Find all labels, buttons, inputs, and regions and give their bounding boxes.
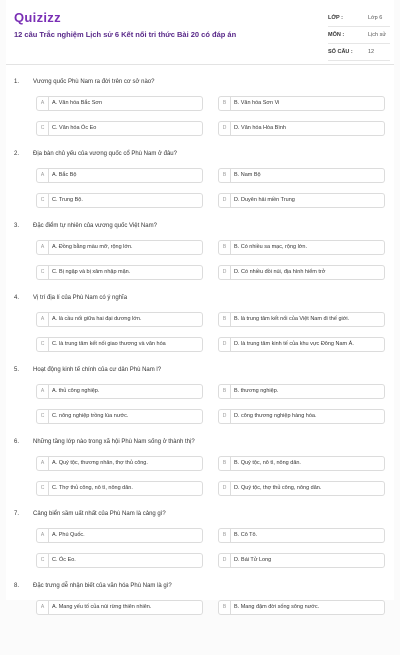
answer-option[interactable]: [36, 168, 203, 183]
question-item: [6, 583, 394, 655]
option-text: A. Văn hóa Bắc Sơn: [52, 100, 103, 106]
option-text: C. nông nghiệp trồng lúa nước.: [52, 413, 129, 419]
option-text: C. Văn hóa Óc Eo: [52, 125, 97, 131]
option-text: B. thương nghiệp.: [234, 388, 279, 394]
question-item: [6, 439, 394, 511]
option-letter: C: [37, 410, 49, 423]
option-text: A. Phú Quốc.: [52, 532, 85, 538]
option-letter: D: [219, 482, 231, 495]
option-letter: D: [219, 122, 231, 135]
option-text: A. thủ công nghiệp.: [52, 388, 100, 394]
answer-option[interactable]: [36, 409, 203, 424]
option-text: B. Có nhiều sa mạc, rộng lớn.: [234, 244, 308, 250]
question-number: 5.: [14, 367, 20, 373]
option-text: A. Quý tộc, thương nhân, thợ thủ công.: [52, 460, 148, 466]
option-letter: D: [219, 338, 231, 351]
answer-option[interactable]: [218, 337, 385, 352]
option-text: A. Đồng bằng màu mỡ, rộng lớn.: [52, 244, 133, 250]
question-item: [6, 223, 394, 295]
option-text: B. là trung tâm kết nối của Việt Nam đi thế giới.: [234, 316, 350, 322]
answer-option[interactable]: [218, 96, 385, 111]
option-letter: A: [37, 241, 49, 254]
question-number: 6.: [14, 439, 20, 445]
meta-label: SỐ CÂU :: [328, 49, 353, 55]
answer-option[interactable]: [218, 312, 385, 327]
meta-value: 12: [368, 49, 375, 55]
meta-label: LỚP :: [328, 15, 343, 21]
question-text: Vương quốc Phù Nam ra đời trên cơ sở nào?: [33, 79, 155, 85]
option-letter: B: [219, 457, 231, 470]
option-letter: A: [37, 457, 49, 470]
option-letter: D: [219, 194, 231, 207]
option-text: D. Duyên hải miền Trung: [234, 197, 295, 203]
meta-row-subject: [328, 28, 390, 45]
option-letter: C: [37, 266, 49, 279]
question-text: Những tầng lớp nào trong xã hội Phù Nam sống ở thành thị?: [33, 439, 195, 445]
question-number: 7.: [14, 511, 20, 517]
answer-option[interactable]: [218, 409, 385, 424]
meta-row-count: [328, 45, 390, 62]
option-letter: B: [219, 241, 231, 254]
meta-underline: [328, 60, 390, 61]
question-item: [6, 367, 394, 439]
option-letter: B: [219, 169, 231, 182]
answer-option[interactable]: [36, 265, 203, 280]
worksheet-title: 12 câu Trắc nghiệm Lịch sử 6 Kết nối tri thức Bài 20 có đáp án: [14, 30, 237, 39]
option-letter: A: [37, 169, 49, 182]
question-text: Đặc điểm tự nhiên của vương quốc Việt Nam?: [33, 223, 157, 229]
meta-value: Lớp 6: [368, 15, 383, 21]
answer-option[interactable]: [218, 240, 385, 255]
answer-option[interactable]: [218, 456, 385, 471]
worksheet-meta: [328, 11, 390, 62]
answer-option[interactable]: [36, 337, 203, 352]
option-text: D. Quý tộc, thợ thủ công, nông dân.: [234, 485, 322, 491]
option-text: D. Có nhiều đồi núi, địa hình hiểm trở: [234, 269, 326, 275]
option-letter: A: [37, 529, 49, 542]
option-text: D. là trung tâm kinh tế của khu vực Đông Nam Á.: [234, 341, 354, 347]
option-letter: C: [37, 338, 49, 351]
answer-option[interactable]: [36, 240, 203, 255]
worksheet-page: [6, 0, 394, 610]
answer-option[interactable]: [36, 312, 203, 327]
answer-option[interactable]: [218, 384, 385, 399]
meta-underline: [328, 43, 390, 44]
answer-option[interactable]: [218, 553, 385, 568]
answer-option[interactable]: [36, 121, 203, 136]
question-text: Đặc trưng dễ nhận biết của văn hóa Phù Nam là gì?: [33, 583, 172, 589]
option-letter: C: [37, 194, 49, 207]
meta-label: MÔN :: [328, 32, 345, 38]
option-letter: B: [219, 529, 231, 542]
option-text: A. Mang yếu tố của núi rừng thiên nhiên.: [52, 604, 152, 610]
option-letter: A: [37, 313, 49, 326]
option-text: D. Bái Tử Long: [234, 557, 272, 563]
quizizz-logo: Quizizz: [14, 10, 61, 25]
option-letter: C: [37, 122, 49, 135]
question-item: [6, 511, 394, 583]
option-letter: D: [219, 410, 231, 423]
option-text: B. Nam Bộ: [234, 172, 261, 178]
answer-option[interactable]: [218, 481, 385, 496]
answer-option[interactable]: [36, 481, 203, 496]
option-letter: B: [219, 601, 231, 614]
question-text: Vị trí địa lí của Phù Nam có ý nghĩa: [33, 295, 128, 301]
option-text: B. Quý tộc, nô tì, nông dân.: [234, 460, 301, 466]
question-text: Địa bàn chủ yếu của vương quốc cổ Phù Nam ở đâu?: [33, 151, 177, 157]
question-item: [6, 295, 394, 367]
answer-option[interactable]: [218, 528, 385, 543]
answer-option[interactable]: [218, 600, 385, 615]
question-list: [6, 79, 394, 655]
option-letter: B: [219, 385, 231, 398]
answer-option[interactable]: [218, 265, 385, 280]
option-letter: A: [37, 385, 49, 398]
meta-underline: [328, 26, 390, 27]
option-text: C. là trung tâm kết nối giao thương và văn hóa: [52, 341, 166, 347]
option-letter: B: [219, 97, 231, 110]
option-letter: C: [37, 554, 49, 567]
question-item: [6, 151, 394, 223]
answer-option[interactable]: [36, 384, 203, 399]
option-text: B. Văn hóa Sơn Vi: [234, 100, 280, 106]
worksheet-header: [6, 0, 394, 65]
option-letter: B: [219, 313, 231, 326]
option-letter: D: [219, 266, 231, 279]
answer-option[interactable]: [36, 456, 203, 471]
option-letter: D: [219, 554, 231, 567]
answer-option[interactable]: [218, 121, 385, 136]
answer-option[interactable]: [218, 168, 385, 183]
meta-row-grade: [328, 11, 390, 28]
question-number: 3.: [14, 223, 20, 229]
answer-option[interactable]: [36, 96, 203, 111]
answer-option[interactable]: [36, 193, 203, 208]
question-number: 4.: [14, 295, 20, 301]
question-number: 2.: [14, 151, 20, 157]
option-text: A. Bắc Bộ: [52, 172, 77, 178]
question-text: Hoạt động kinh tế chính của cư dân Phù Nam l?: [33, 367, 162, 373]
answer-option[interactable]: [36, 600, 203, 615]
option-text: D. công thương nghiệp hàng hóa.: [234, 413, 317, 419]
option-text: B. Mang đậm đời sống sông nước.: [234, 604, 320, 610]
question-item: [6, 79, 394, 151]
option-text: D. Văn hóa Hòa Bình: [234, 125, 286, 131]
option-text: C. Óc Eo.: [52, 557, 76, 563]
option-text: B. Cô Tô.: [234, 532, 258, 538]
question-number: 8.: [14, 583, 20, 589]
question-text: Cảng biển sầm uất nhất của Phù Nam là cảng gì?: [33, 511, 166, 517]
question-number: 1.: [14, 79, 20, 85]
option-letter: C: [37, 482, 49, 495]
option-text: A. là cầu nối giữa hai đại dương lớn.: [52, 316, 142, 322]
option-text: C. Bị ngập và bị xâm nhập mặn.: [52, 269, 131, 275]
option-text: C. Trung Bộ.: [52, 197, 83, 203]
option-letter: A: [37, 97, 49, 110]
answer-option[interactable]: [218, 193, 385, 208]
answer-option[interactable]: [36, 553, 203, 568]
meta-value: Lịch sử: [368, 32, 387, 38]
option-text: C. Thợ thủ công, nô tì, nông dân.: [52, 485, 133, 491]
answer-option[interactable]: [36, 528, 203, 543]
option-letter: A: [37, 601, 49, 614]
